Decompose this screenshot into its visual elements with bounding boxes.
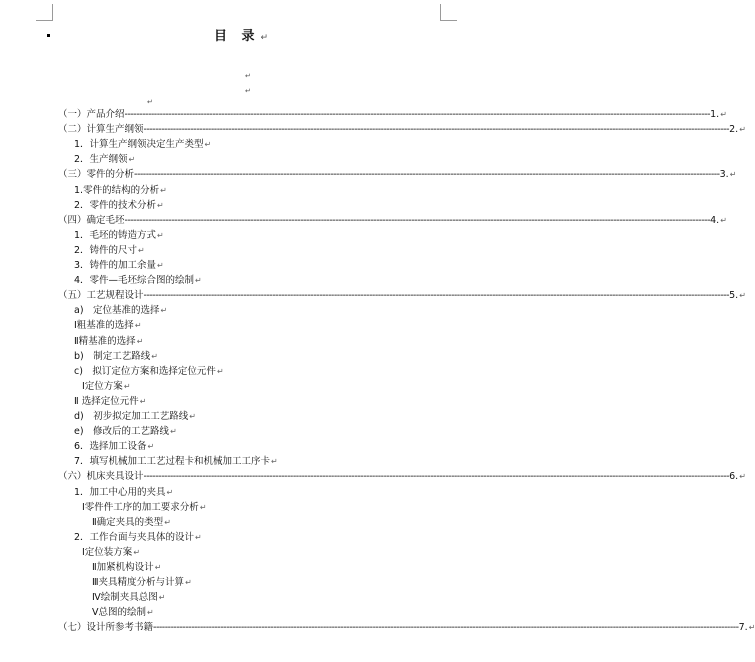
toc-sub-entry[interactable]	[74, 304, 167, 318]
crop-mark-top-left	[36, 4, 53, 21]
toc-entry-label: Ⅰ定位方案	[82, 380, 123, 392]
toc-entry-label: （四）确定毛坯	[58, 214, 125, 226]
paragraph-mark-icon: ↵	[160, 306, 168, 316]
toc-entry-label: （七）设计所参考书籍	[58, 622, 154, 634]
paragraph-mark-icon: ↵	[216, 366, 224, 376]
toc-sub-entry[interactable]	[92, 516, 171, 530]
paragraph-mark-icon: ↵	[739, 125, 746, 135]
paragraph-mark-icon: ↵	[157, 261, 164, 270]
toc-entry-label: 2．铸件的尺寸	[74, 244, 138, 256]
paragraph-mark-icon: ↵	[147, 608, 154, 618]
toc-sub-entry[interactable]	[82, 501, 207, 515]
paragraph-mark-icon: ↵	[138, 245, 145, 255]
toc-chapter-entry[interactable]	[58, 470, 746, 484]
paragraph-mark-icon: ↵	[195, 276, 202, 286]
toc-entry-label: c) 拟订定位方案和选择定位元件	[74, 365, 216, 377]
toc-entry-label: 2．工作台面与夹具体的设计	[74, 531, 195, 543]
toc-entry-label: b) 制定工艺路线	[74, 350, 151, 362]
toc-sub-entry[interactable]	[82, 380, 131, 394]
toc-sub-entry[interactable]	[92, 561, 161, 575]
toc-page-number: 1	[710, 109, 717, 120]
toc-entry-label: 1．计算生产纲领决定生产类型	[74, 139, 204, 151]
crop-mark-top-right	[440, 4, 457, 21]
toc-leader-dashes: --------------------------------------------------------------------------------------------------------------------------------------------------------------------------------------------------------	[153, 622, 739, 634]
toc-sub-entry[interactable]	[74, 350, 158, 364]
page-dot: .	[716, 214, 720, 226]
toc-chapter-entry[interactable]	[58, 214, 727, 228]
toc-entry-label: 7．填写机械加工工艺过程卡和机械加工工序卡	[74, 456, 271, 468]
toc-sub-entry[interactable]	[74, 184, 167, 198]
paragraph-mark-icon: ↵	[157, 200, 164, 210]
paragraph-mark-icon: ↵	[154, 563, 162, 572]
toc-sub-entry[interactable]	[74, 153, 135, 167]
toc-sub-entry[interactable]	[74, 425, 177, 439]
toc-entry-label: 4．零件—毛坯综合图的绘制	[74, 275, 195, 287]
toc-sub-entry[interactable]	[74, 274, 202, 288]
toc-entry-label: Ⅰ粗基准的选择	[74, 320, 134, 332]
toc-entry-label: 1．加工中心用的夹具	[74, 486, 166, 498]
toc-page-number: 5	[729, 290, 736, 302]
toc-entry-label: e) 修改后的工艺路线	[74, 426, 170, 438]
toc-sub-entry[interactable]	[74, 335, 143, 349]
paragraph-mark-icon: ↵	[720, 110, 727, 119]
toc-entry-label: Ⅱ加紧机构设计	[92, 562, 154, 573]
paragraph-mark-icon: ↵	[134, 321, 142, 331]
paragraph-mark-icon: ↵	[151, 351, 158, 361]
paragraph-mark-icon: ↵	[739, 291, 746, 301]
paragraph-mark-icon: ↵	[729, 170, 737, 180]
paragraph-mark-icon: ↵	[245, 72, 251, 80]
toc-sub-entry[interactable]	[74, 395, 146, 409]
toc-entry-label: Ⅱ确定夹具的类型	[92, 516, 164, 528]
toc-entry-label: 3．铸件的加工余量	[74, 260, 157, 271]
toc-entry-label: Ⅱ精基准的选择	[74, 335, 136, 347]
toc-page-number: 2	[729, 124, 736, 136]
paragraph-mark-icon: ↵	[128, 155, 136, 165]
toc-sub-entry[interactable]	[74, 259, 164, 273]
toc-sub-entry[interactable]	[74, 410, 196, 424]
paragraph-mark-icon: ↵	[166, 487, 174, 497]
paragraph-mark-icon: ↵	[164, 517, 171, 527]
toc-entry-label: （二）计算生产纲领	[58, 124, 144, 136]
toc-entry-label: Ⅳ绘制夹具总图	[92, 592, 158, 604]
toc-leader-dashes: --------------------------------------------------------------------------------------------------------------------------------------------------------------------------------------------------------	[143, 124, 730, 136]
toc-leader-dashes: --------------------------------------------------------------------------------------------------------------------------------------------------------------------------------------------------------	[143, 471, 730, 483]
toc-leader-dashes: --------------------------------------------------------------------------------------------------------------------------------------------------------------------------------------------------------	[134, 169, 720, 181]
toc-sub-entry[interactable]	[74, 199, 164, 213]
toc-page-number: 7	[738, 622, 745, 634]
toc-entry-label: 1．毛坯的铸造方式	[74, 229, 157, 241]
paragraph-mark-icon: ↵	[133, 547, 141, 557]
toc-entry-label: （五）工艺规程设计	[58, 290, 144, 302]
paragraph-mark-icon: ↵	[271, 457, 278, 467]
toc-entry-label: 6．选择加工设备	[74, 441, 147, 453]
paragraph-mark-icon: ↵	[158, 593, 166, 603]
toc-sub-entry[interactable]	[74, 244, 145, 258]
toc-entry-label: a) 定位基准的选择	[74, 305, 160, 317]
paragraph-mark-icon: ↵	[170, 427, 177, 437]
toc-entry-label: 1.零件的结构的分析	[74, 184, 160, 196]
paragraph-mark-icon: ↵	[720, 215, 727, 225]
page-dot: .	[744, 622, 748, 634]
toc-sub-entry[interactable]	[74, 229, 164, 243]
toc-sub-entry[interactable]	[74, 319, 142, 333]
toc-sub-entry[interactable]	[74, 531, 202, 545]
page-dot: .	[735, 290, 739, 302]
paragraph-mark-icon: ↵	[160, 185, 167, 195]
toc-entry-label: （一）产品介绍	[58, 109, 125, 120]
toc-leader-dashes: --------------------------------------------------------------------------------------------------------------------------------------------------------------------------------------------------------	[143, 290, 730, 302]
paragraph-mark-icon: ↵	[147, 442, 155, 452]
page-dot: .	[716, 109, 720, 120]
toc-leader-dashes: --------------------------------------------------------------------------------------------------------------------------------------------------------------------------------------------------------	[124, 109, 711, 120]
paragraph-mark-icon: ↵	[147, 98, 153, 106]
toc-entry-label: Ⅴ总图的绘制	[92, 607, 146, 619]
toc-sub-entry[interactable]	[82, 546, 140, 560]
toc-chapter-entry[interactable]	[58, 168, 737, 182]
toc-chapter-entry[interactable]	[58, 621, 755, 635]
toc-sub-entry[interactable]	[74, 365, 224, 379]
page-dot: .	[735, 471, 739, 483]
toc-sub-entry[interactable]	[92, 606, 154, 620]
paragraph-mark-icon: ↵	[199, 502, 207, 512]
toc-entry-label: （三）零件的分析	[58, 169, 135, 181]
toc-entry-label: Ⅲ夹具精度分析与计算	[92, 577, 185, 589]
paragraph-mark-icon: ↵	[245, 87, 251, 95]
paragraph-mark-icon: ↵	[185, 578, 192, 588]
paragraph-mark-icon: ↵	[189, 412, 196, 421]
toc-entry-label: （六）机床夹具设计	[58, 471, 144, 483]
paragraph-mark-icon: ↵	[139, 396, 147, 406]
paragraph-mark-icon: ↵	[260, 33, 269, 43]
toc-chapter-entry[interactable]	[58, 289, 746, 303]
toc-sub-entry[interactable]	[74, 138, 211, 152]
paragraph-mark-icon: ↵	[748, 623, 755, 633]
paragraph-mark-icon: ↵	[195, 532, 202, 542]
toc-entry-label: Ⅱ 选择定位元件	[74, 395, 139, 407]
page-dot: .	[725, 169, 729, 181]
toc-entry-label: Ⅰ零件件工序的加工要求分析	[82, 501, 199, 513]
toc-leader-dashes: --------------------------------------------------------------------------------------------------------------------------------------------------------------------------------------------------------	[124, 214, 711, 226]
toc-page-number: 3	[719, 169, 726, 181]
paragraph-mark-icon: ↵	[739, 472, 746, 482]
toc-sub-entry[interactable]	[92, 591, 165, 605]
toc-entry-label: 2．生产纲领	[74, 154, 128, 166]
page-title[interactable]	[0, 25, 482, 44]
toc-sub-entry[interactable]	[74, 440, 154, 454]
toc-sub-entry[interactable]	[74, 486, 173, 500]
toc-sub-entry[interactable]	[74, 455, 278, 469]
paragraph-mark-icon: ↵	[204, 140, 212, 150]
toc-chapter-entry[interactable]	[58, 108, 727, 122]
toc-sub-entry[interactable]	[92, 576, 192, 590]
paragraph-mark-icon: ↵	[157, 230, 164, 240]
toc-entry-label: 2．零件的技术分析	[74, 199, 157, 211]
paragraph-mark-icon: ↵	[123, 381, 131, 391]
toc-entry-label: Ⅰ定位装方案	[82, 546, 133, 558]
toc-page-number: 6	[729, 471, 736, 483]
toc-chapter-entry[interactable]	[58, 123, 746, 137]
paragraph-mark-icon: ↵	[136, 336, 144, 346]
toc-entry-label: d) 初步拟定加工工艺路线	[74, 411, 189, 422]
title-text: 目 录	[213, 29, 260, 44]
toc-page-number: 4	[710, 214, 717, 226]
page-dot: .	[735, 124, 739, 136]
